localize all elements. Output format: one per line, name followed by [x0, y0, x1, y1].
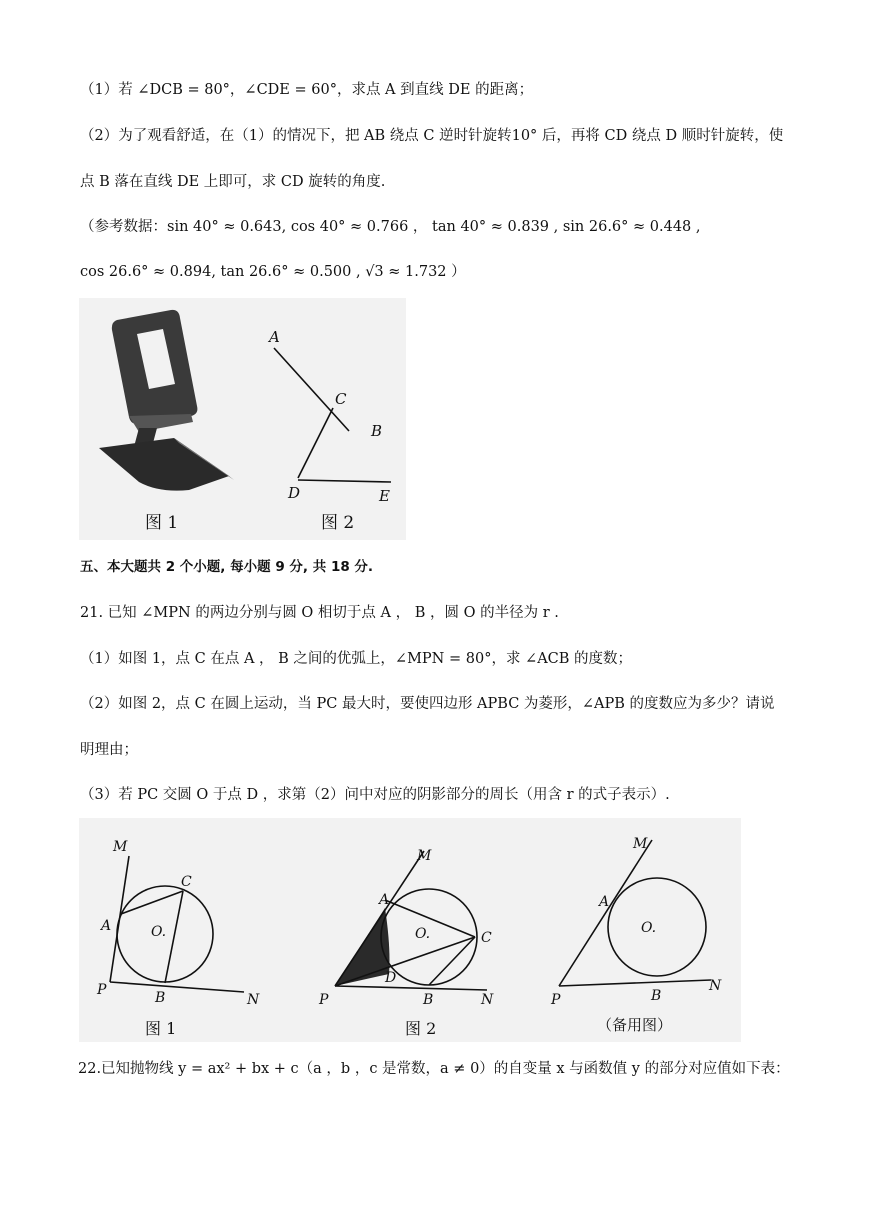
- q21-fig1-label-p: P: [97, 982, 107, 998]
- q21-stem: 21. 已知 ∠MPN 的两边分别与圆 O 相切于点 A ， B ，圆 O 的半径为 r .: [80, 605, 559, 621]
- q20-label-a: A: [269, 328, 280, 346]
- section5-heading: 五、本大题共 2 个小题, 每小题 9 分, 共 18 分.: [80, 559, 374, 575]
- q21-fig1-label-b: B: [155, 990, 166, 1006]
- q21-fig3-label-a: A: [599, 894, 610, 910]
- q21-fig1-label-n: N: [247, 992, 260, 1008]
- q21-fig1-label-o: O.: [151, 924, 167, 940]
- q21-fig1-label-a: A: [101, 918, 112, 934]
- q20-geometry-diagram: [274, 348, 391, 482]
- q21-fig1-caption: 图 1: [145, 1019, 177, 1038]
- q21-backup-caption: （备用图）: [597, 1016, 673, 1034]
- q21-part2-line1: （2）如图 2，点 C 在圆上运动，当 PC 最大时，要使四边形 APBC 为菱形，∠APB 的度数应为多少？请说: [80, 696, 775, 712]
- q21-fig2-label-o: O.: [415, 926, 431, 942]
- q20-fig2-caption: 图 2: [321, 513, 355, 533]
- q20-fig1-caption: 图 1: [145, 513, 179, 533]
- q21-fig2-label-a: A: [379, 892, 390, 908]
- q20-part1: （1）若 ∠DCB = 80°，∠CDE = 60°，求点 A 到直线 DE 的距离；: [80, 82, 534, 98]
- q20-part2-line1: （2）为了观看舒适，在（1）的情况下，把 AB 绕点 C 逆时针旋转10° 后，再将 CD 绕点 D 顺时针旋转，使: [80, 128, 784, 144]
- q21-backup-diagram: [559, 840, 711, 986]
- q21-fig1-label-c: C: [181, 874, 192, 890]
- q21-fig3-label-o: O.: [641, 920, 657, 936]
- q21-fig2-label-b: B: [423, 992, 434, 1008]
- q21-part1: （1）如图 1，点 C 在点 A ， B 之间的优弧上，∠MPN = 80°，求 ∠ACB 的度数；: [80, 651, 633, 667]
- q21-fig3-label-p: P: [551, 992, 561, 1008]
- q21-fig2-label-c: C: [481, 930, 492, 946]
- q21-part3: （3）若 PC 交圆 O 于点 D ，求第（2）问中对应的阴影部分的周长（用含 r 的式子表示）.: [80, 787, 670, 803]
- q21-fig1-diagram: [110, 856, 244, 992]
- q20-label-c: C: [335, 390, 347, 408]
- q21-fig2-label-m: M: [417, 848, 432, 864]
- q21-fig2-diagram: [335, 851, 487, 990]
- q21-fig3-label-b: B: [651, 988, 662, 1004]
- q21-fig3-label-n: N: [709, 978, 722, 994]
- q20-reference-line2: cos 26.6° ≈ 0.894, tan 26.6° ≈ 0.500 , √3 ≈ 1.732 ）: [80, 264, 466, 280]
- q21-fig2-label-n: N: [481, 992, 494, 1008]
- q21-part2-line2: 明理由；: [80, 742, 138, 758]
- q22-stem: 22.已知抛物线 y = ax² + bx + c（a ，b ，c 是常数，a ≠ 0）的自变量 x 与函数值 y 的部分对应值如下表：: [78, 1061, 790, 1077]
- q21-fig2-label-d: D: [385, 970, 397, 986]
- q20-label-b: B: [371, 422, 383, 440]
- q20-label-d: D: [288, 484, 301, 502]
- q20-label-e: E: [379, 487, 390, 505]
- q20-part2-line2: 点 B 落在直线 DE 上即可，求 CD 旋转的角度.: [80, 174, 386, 190]
- q21-figure: [79, 818, 741, 1042]
- q21-fig2-caption: 图 2: [405, 1019, 437, 1038]
- q21-fig2-label-p: P: [319, 992, 329, 1008]
- q21-fig3-label-m: M: [633, 836, 648, 852]
- phone-stand-image: [99, 310, 234, 491]
- q20-reference-line1: （参考数据：sin 40° ≈ 0.643, cos 40° ≈ 0.766 ， tan 40° ≈ 0.839 , sin 26.6° ≈ 0.448 ,: [80, 219, 701, 235]
- q20-figure: [79, 298, 406, 540]
- q21-fig1-label-m: M: [113, 839, 128, 855]
